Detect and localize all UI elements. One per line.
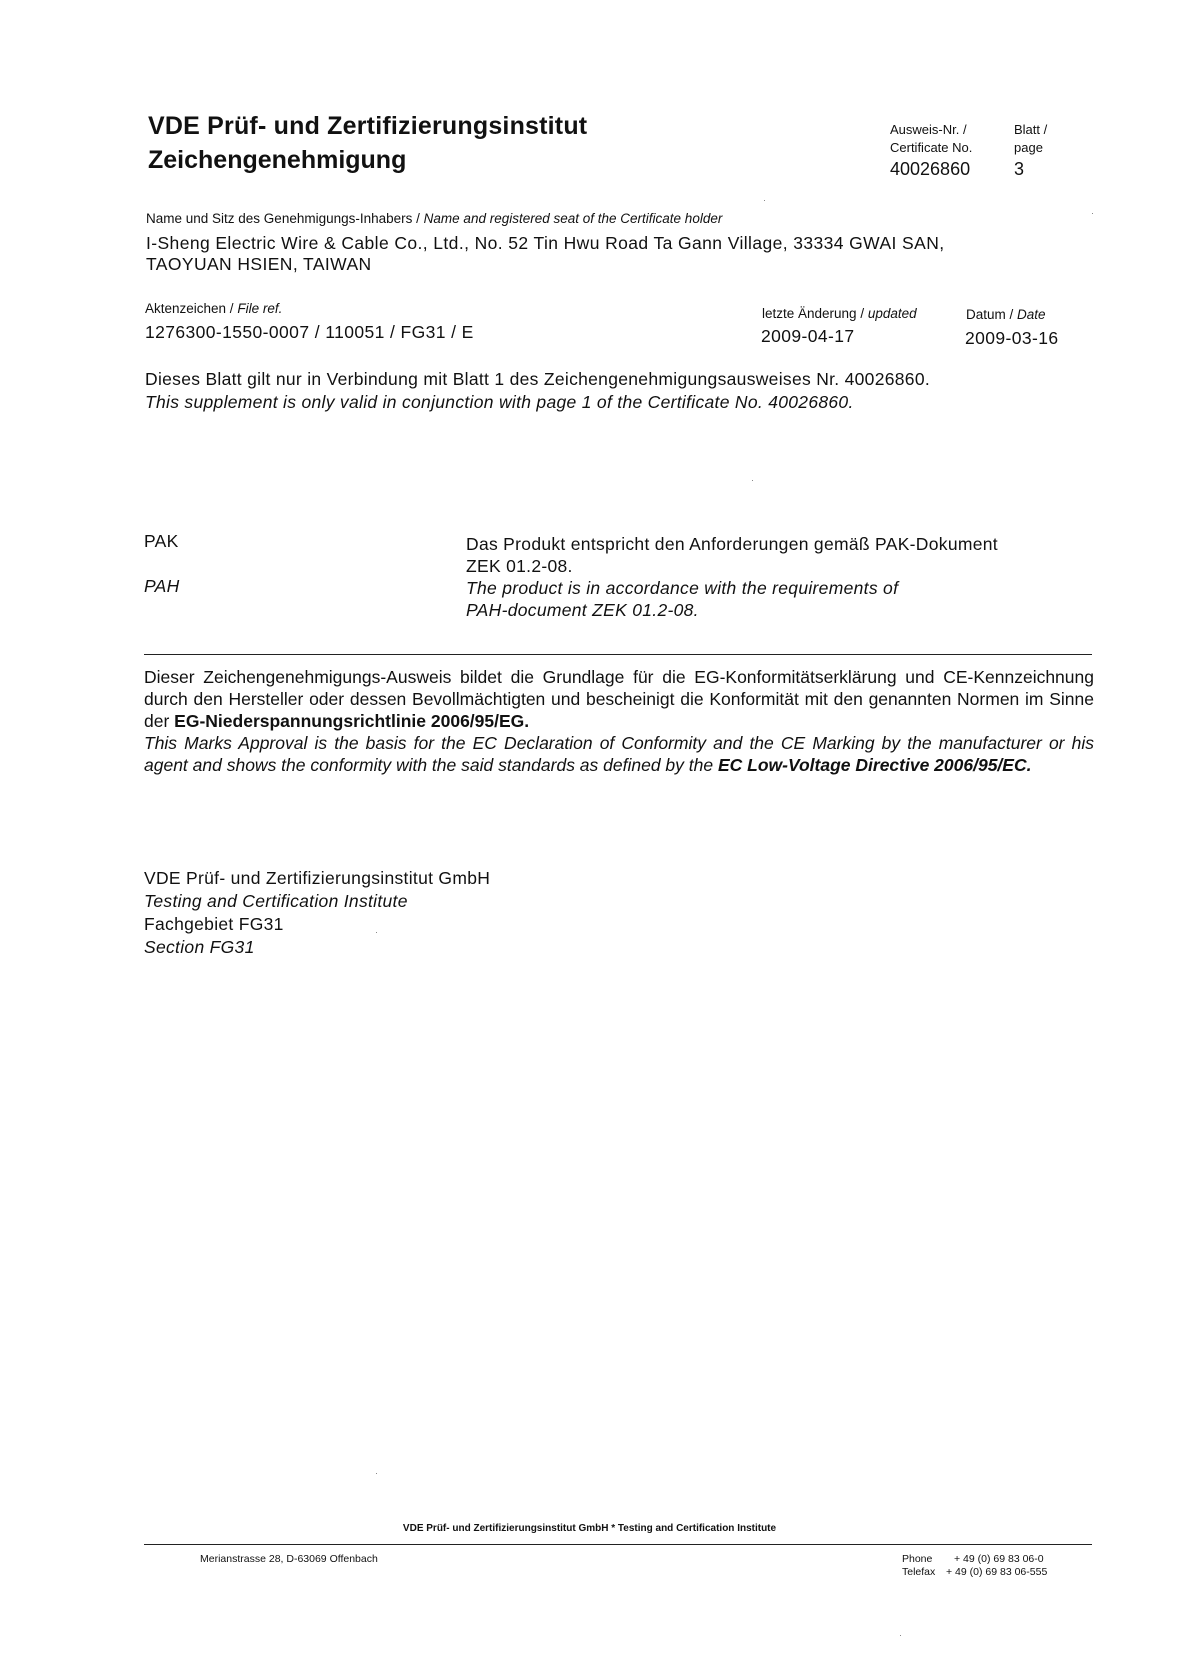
- signature-institute-en: Testing and Certification Institute: [144, 891, 408, 911]
- file-ref-label-de: Aktenzeichen /: [145, 301, 234, 316]
- footer-fax-label: Telefax: [902, 1566, 936, 1578]
- declaration-de-text: Dieser Zeichengenehmigungs-Ausweis bildet die Grundlage für die EG-Konformitätserklärung und CE-Kennzeichnung durch den Hersteller oder dessen Bevollmächtigten und bescheinigt die Konformität mit den genannten Normen im Sinne der: [144, 667, 1094, 731]
- signature-section: Fachgebiet FG31: [144, 914, 284, 934]
- page-label-de: Blatt /: [1014, 122, 1048, 137]
- pah-label: PAH: [144, 576, 180, 596]
- scan-speck: [764, 200, 765, 201]
- declaration-en-text: This Marks Approval is the basis for the EC Declaration of Conformity and the CE Marking by the manufacturer or his agent and shows the conformity with the said standards as defined by the: [144, 733, 1094, 775]
- holder-label-en: Name and registered seat of the Certificate holder: [423, 211, 723, 226]
- updated-label: [762, 306, 917, 321]
- date-value: 2009-03-16: [965, 328, 1059, 348]
- cert-no-value: 40026860: [890, 159, 971, 179]
- section-divider: [144, 654, 1092, 655]
- holder-name-line2: TAOYUAN HSIEN, TAIWAN: [146, 254, 372, 274]
- cert-no-label-de: Ausweis-Nr. /: [890, 122, 967, 137]
- institute-title: VDE Prüf- und Zertifizierungsinstitut: [148, 112, 588, 140]
- signature-section-en: Section FG31: [144, 937, 255, 957]
- updated-label-de: letzte Änderung /: [762, 306, 865, 321]
- holder-name-line1: I-Sheng Electric Wire & Cable Co., Ltd., No. 52 Tin Hwu Road Ta Gann Village, 33334 GWAI SAN,: [146, 233, 945, 253]
- scan-speck: [376, 932, 377, 933]
- file-ref-label-en: File ref.: [237, 301, 283, 316]
- scan-speck: [1092, 213, 1093, 214]
- footer-divider: [144, 1544, 1092, 1545]
- cert-no-label-en: Certificate No.: [890, 140, 973, 155]
- scan-speck: [900, 1635, 901, 1636]
- declaration-en: [144, 732, 1094, 776]
- footer-fax-value: + 49 (0) 69 83 06-555: [946, 1566, 1048, 1578]
- pak-text-de-2: ZEK 01.2-08.: [466, 556, 573, 576]
- supplement-de: Dieses Blatt gilt nur in Verbindung mit Blatt 1 des Zeichengenehmigungsausweises Nr. 40026860.: [145, 369, 931, 389]
- pak-text-en-2: PAH-document ZEK 01.2-08.: [466, 600, 699, 620]
- pak-text-en-1: The product is in accordance with the requirements of: [466, 578, 899, 598]
- declaration-de-directive: EG-Niederspannungsrichtlinie 2006/95/EG.: [174, 711, 530, 731]
- page-value: 3: [1014, 159, 1025, 179]
- scan-speck: [752, 480, 753, 481]
- footer-title: VDE Prüf- und Zertifizierungsinstitut GmbH * Testing and Certification Institute: [402, 1523, 777, 1534]
- file-ref-value: 1276300-1550-0007 / 110051 / FG31 / E: [145, 322, 474, 342]
- signature-institute: VDE Prüf- und Zertifizierungsinstitut GmbH: [144, 868, 491, 888]
- document-title: Zeichengenehmigung: [148, 146, 407, 174]
- updated-value: 2009-04-17: [761, 326, 855, 346]
- supplement-en: This supplement is only valid in conjunction with page 1 of the Certificate No. 40026860.: [145, 392, 854, 412]
- footer-phone-value: + 49 (0) 69 83 06-0: [954, 1553, 1044, 1565]
- date-label: [966, 307, 1046, 322]
- updated-label-en: updated: [867, 306, 917, 321]
- file-ref-label: [145, 301, 282, 316]
- footer-phone-label: Phone: [902, 1553, 933, 1565]
- declaration-de: [144, 666, 1094, 732]
- footer-address: Merianstrasse 28, D-63069 Offenbach: [200, 1553, 378, 1565]
- scan-speck: [376, 1473, 377, 1474]
- pak-text-de-1: Das Produkt entspricht den Anforderungen gemäß PAK-Dokument: [466, 534, 998, 554]
- date-label-en: Date: [1017, 307, 1046, 322]
- pak-label: PAK: [144, 531, 179, 551]
- declaration-en-directive: EC Low-Voltage Directive 2006/95/EC.: [717, 755, 1032, 775]
- holder-label-de: Name und Sitz des Genehmigungs-Inhabers /: [146, 211, 420, 226]
- holder-label: [146, 211, 722, 226]
- page-label-en: page: [1014, 140, 1043, 155]
- date-label-de: Datum /: [966, 307, 1014, 322]
